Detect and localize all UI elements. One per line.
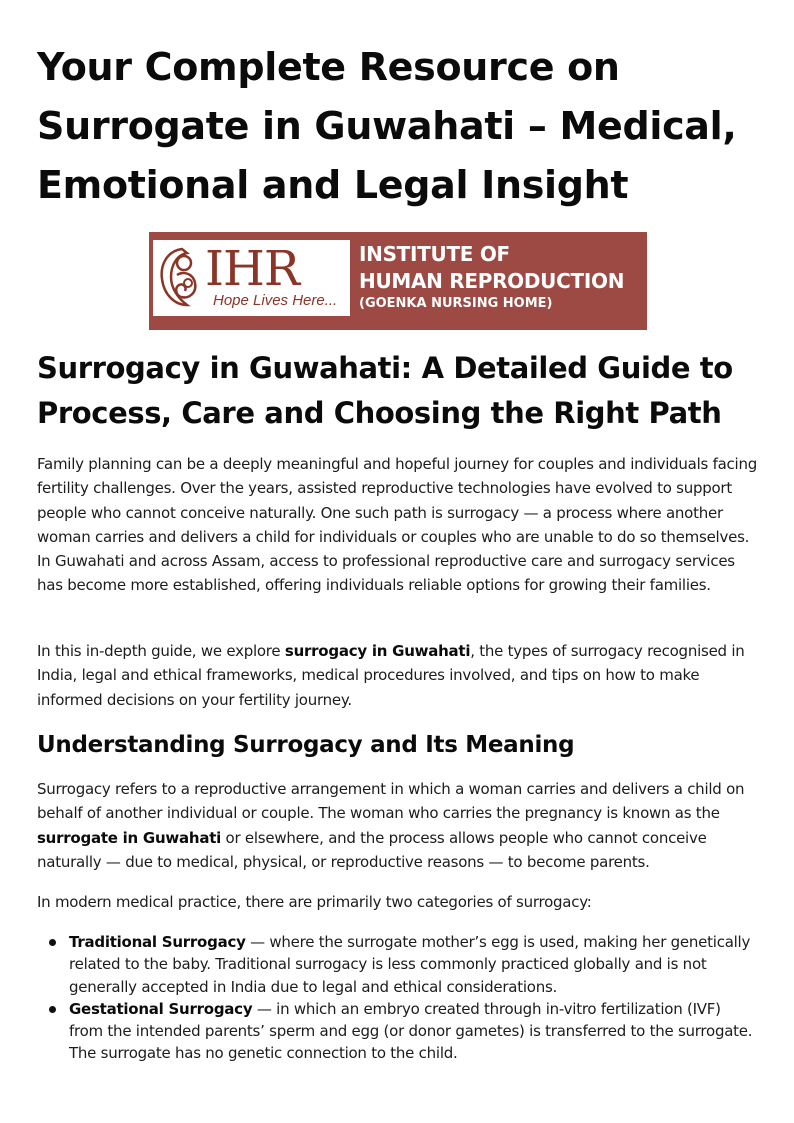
guide-text-after: , the types of surrogacy recognised in India, legal and ethical frameworks, medical procedures involved, and tips on how to make informed decisions on your fertility journey. <box>37 642 745 709</box>
guide-paragraph <box>37 639 759 712</box>
category-desc: — where the surrogate mother’s egg is used, making her genetically related to the baby. Traditional surrogacy is less commonly practiced globally and is not generally accepted in India due to legal and ethical considerations. <box>69 933 751 996</box>
logo-line-3: (GOENKA NURSING HOME) <box>359 296 553 311</box>
logo-line-2: HUMAN REPRODUCTION <box>359 269 625 293</box>
meaning-text-before: Surrogacy refers to a reproductive arrangement in which a woman carries and delivers a child on behalf of another individual or couple. The woman who carries the pregnancy is known as the <box>37 780 745 823</box>
logo-line-1: INSTITUTE OF <box>359 242 510 266</box>
section-heading: Surrogacy in Guwahati: A Detailed Guide to Process, Care and Choosing the Right Path <box>37 351 733 430</box>
category-term: Traditional Surrogacy <box>69 933 246 951</box>
list-item <box>37 931 759 998</box>
meaning-text-after: or elsewhere, and the process allows people who cannot conceive naturally — due to medical, physical, or reproductive reasons — to become parents. <box>37 828 707 871</box>
subheading: Understanding Surrogacy and Its Meaning <box>37 732 575 758</box>
logo-abbr: IHR <box>205 241 299 297</box>
bullet-icon <box>49 939 56 946</box>
category-desc: — in which an embryo created through in-vitro fertilization (IVF) from the intended parents’ sperm and egg (or donor gametes) is transferred to the surrogate. The surrogate has no genetic connection to the child. <box>69 999 753 1063</box>
logo-mark-box <box>153 240 350 316</box>
guide-bold-keyword: surrogacy in Guwahati <box>284 642 471 660</box>
category-term: Gestational Surrogacy <box>69 999 253 1018</box>
categories-intro: In modern medical practice, there are primarily two categories of surrogacy: <box>37 893 592 911</box>
list-item <box>37 998 759 1065</box>
surrogacy-categories-list <box>37 931 759 1065</box>
ihr-logo-banner <box>149 232 647 330</box>
article <box>37 38 759 1063</box>
intro-paragraph: Family planning can be a deeply meaningful and hopeful journey for couples and individuals facing fertility challenges. Over the years, assisted reproductive technologies have evolved to support people who cannot conceive naturally. One such path is surrogacy — a process where another woman carries and delivers a child for individuals or couples who are unable to do so themselves. In Guwahati and across Assam, access to professional reproductive care and surrogacy services has become more established, offering individuals reliable options for growing their families. <box>37 455 757 595</box>
logo-tagline: Hope Lives Here... <box>213 292 338 309</box>
page-title: Your Complete Resource on Surrogate in Guwahati – Medical, Emotional and Legal Insight <box>37 45 737 207</box>
bullet-icon <box>49 1006 56 1013</box>
meaning-bold-keyword: surrogate in Guwahati <box>37 828 222 847</box>
mother-child-emblem-icon <box>157 245 207 309</box>
meaning-paragraph <box>37 777 759 874</box>
guide-text-before: In this in-depth guide, we explore <box>37 642 285 660</box>
